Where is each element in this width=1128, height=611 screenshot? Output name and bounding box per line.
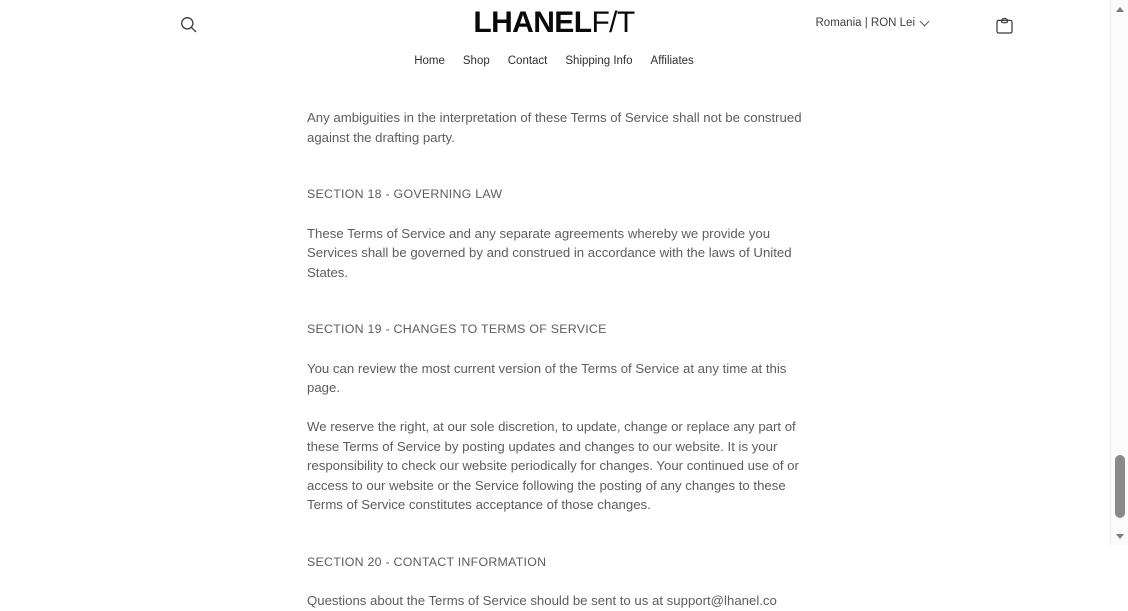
section-heading-19: SECTION 19 - CHANGES TO TERMS OF SERVICE bbox=[307, 322, 607, 336]
section-18-paragraph: These Terms of Service and any separate agreements whereby we provide you Services shall be governed by and construed in accordance with the laws of United States. bbox=[307, 225, 792, 280]
main-navigation bbox=[0, 48, 1108, 74]
scroll-up-arrow-icon[interactable] bbox=[1111, 0, 1128, 18]
logo-light-text: F/T bbox=[591, 6, 635, 39]
cart-button[interactable] bbox=[992, 13, 1016, 37]
nav-item-affiliates[interactable]: Affiliates bbox=[650, 55, 694, 67]
shopping-bag-icon bbox=[996, 16, 1013, 34]
nav-item-shipping-info[interactable]: Shipping Info bbox=[565, 55, 633, 67]
site-logo[interactable] bbox=[0, 8, 1108, 38]
locale-currency-selector[interactable] bbox=[816, 17, 929, 29]
terms-of-service-content bbox=[307, 74, 810, 611]
section-heading-20: SECTION 20 - CONTACT INFORMATION bbox=[307, 554, 547, 569]
locale-label: Romania | RON Lei bbox=[815, 17, 915, 29]
nav-item-contact[interactable]: Contact bbox=[507, 55, 548, 67]
section-20-paragraph: Questions about the Terms of Service should be sent to us at support@lhanel.co bbox=[307, 593, 777, 608]
chevron-down-icon bbox=[920, 16, 930, 26]
nav-item-home[interactable]: Home bbox=[414, 55, 445, 67]
scroll-down-arrow-icon[interactable] bbox=[1111, 527, 1128, 545]
intro-paragraph: Any ambiguities in the interpretation of these Terms of Service shall not be construed against the drafting party. bbox=[307, 110, 802, 145]
section-19-paragraph-1: You can review the most current version of the Terms of Service at any time at this page. bbox=[307, 360, 787, 395]
scrollbar-thumb[interactable] bbox=[1115, 455, 1125, 518]
section-19-paragraph-2: We reserve the right, at our sole discretion, to update, change or replace any part of these Terms of Service by posting updates and changes to our website. It is your responsibility to check our website periodically for changes. Your continued use of or access to our website or the Service following the posting of any changes to these Terms of Service constitutes acceptance of those changes. bbox=[307, 419, 799, 512]
vertical-scrollbar[interactable] bbox=[1110, 0, 1128, 545]
section-heading-18: SECTION 18 - GOVERNING LAW bbox=[307, 187, 503, 201]
nav-item-shop[interactable]: Shop bbox=[462, 55, 490, 67]
logo-strong-text: LHANEL bbox=[473, 6, 592, 39]
site-header bbox=[0, 0, 1108, 48]
